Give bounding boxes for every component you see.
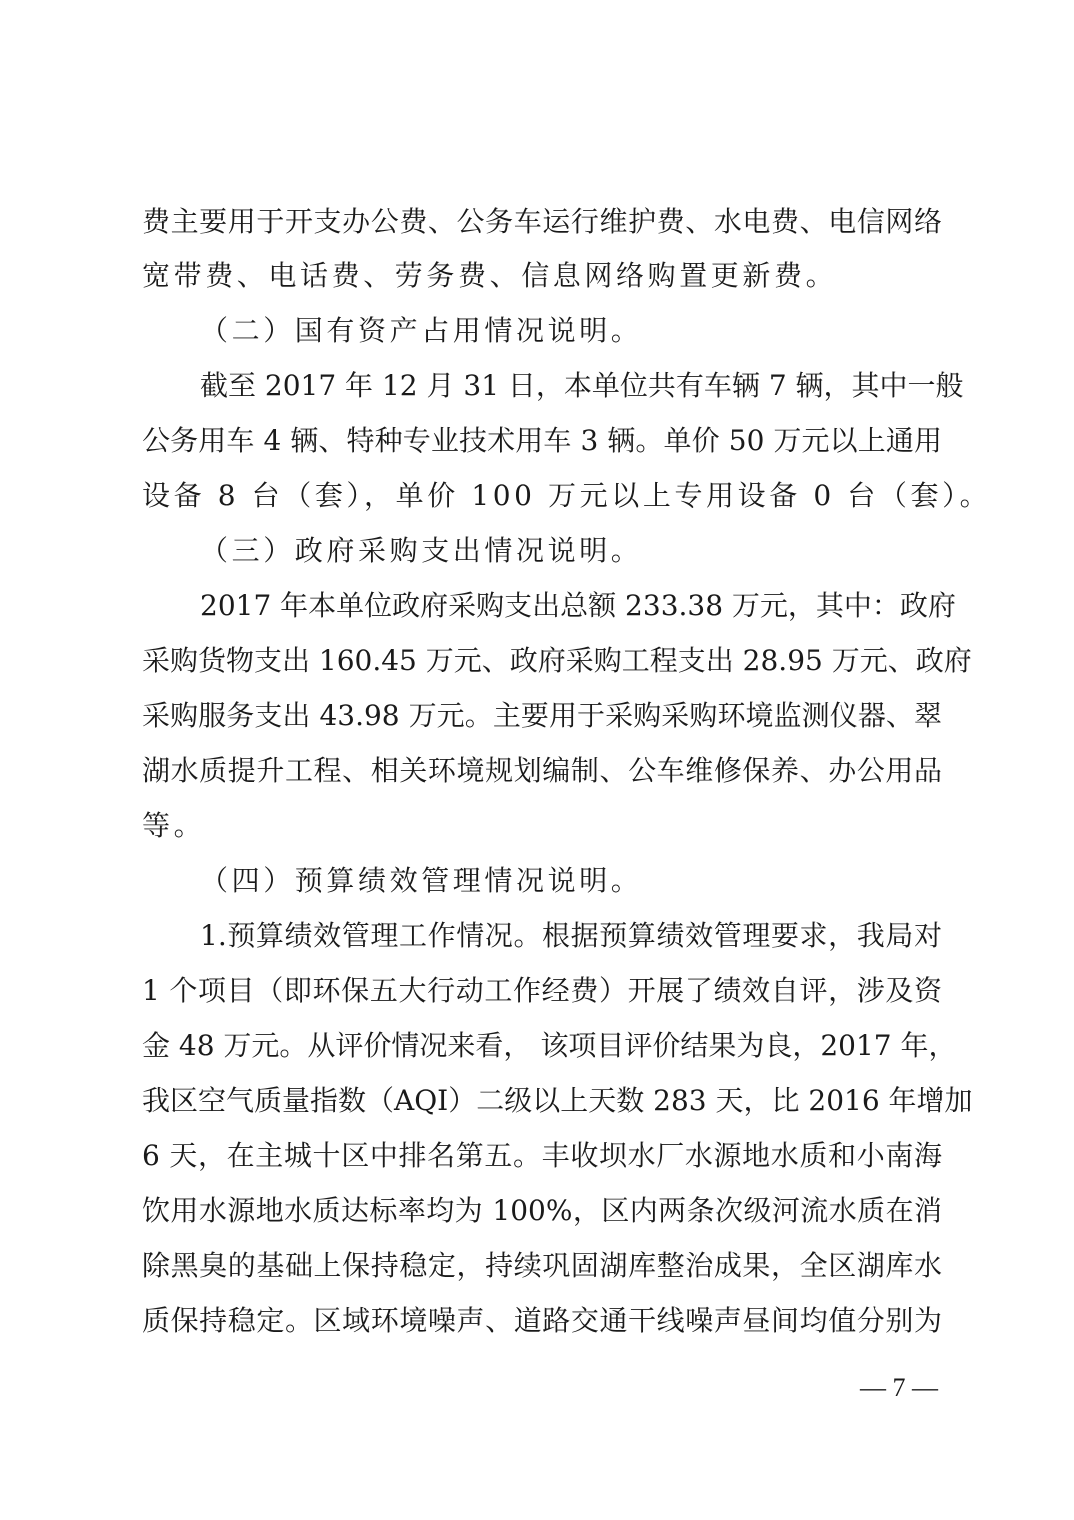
- body-text-line: 饮用水源地水质达标率均为 100%，区内两条次级河流水质在消: [142, 1194, 942, 1227]
- body-text-line: 1.预算绩效管理工作情况。根据预算绩效管理要求，我局对: [200, 919, 942, 952]
- body-text-line: 除黑臭的基础上保持稳定，持续巩固湖库整治成果，全区湖库水: [142, 1249, 942, 1282]
- body-text-line: 费主要用于开支办公费、公务车运行维护费、水电费、电信网络: [142, 205, 942, 238]
- section-heading: （三）政府采购支出情况说明。: [200, 534, 643, 567]
- body-text-line: 2017 年本单位政府采购支出总额 233.38 万元，其中：政府: [200, 589, 956, 622]
- body-text-line: 我区空气质量指数（AQI）二级以上天数 283 天，比 2016 年增加: [142, 1084, 973, 1117]
- body-text-line: 等。: [142, 809, 206, 842]
- section-heading: （二）国有资产占用情况说明。: [200, 314, 643, 347]
- body-text-line: 金 48 万元。从评价情况来看， 该项目评价结果为良，2017 年，: [142, 1029, 957, 1062]
- body-text-line: 截至 2017 年 12 月 31 日，本单位共有车辆 7 辆，其中一般: [200, 369, 964, 402]
- body-text-line: 设备 8 台（套），单价 100 万元以上专用设备 0 台（套）。: [142, 479, 992, 512]
- page-number: — 7 —: [860, 1373, 938, 1402]
- body-text-line: 6 天，在主城十区中排名第五。丰收坝水厂水源地水质和小南海: [142, 1139, 942, 1172]
- body-text-line: 湖水质提升工程、相关环境规划编制、公车维修保养、办公用品: [142, 754, 942, 787]
- section-heading: （四）预算绩效管理情况说明。: [200, 864, 643, 897]
- body-text-line: 宽带费、电话费、劳务费、信息网络购置更新费。: [142, 259, 838, 292]
- body-text-line: 采购服务支出 43.98 万元。主要用于采购采购环境监测仪器、翠: [142, 699, 942, 732]
- body-text-line: 1 个项目（即环保五大行动工作经费）开展了绩效自评，涉及资: [142, 974, 942, 1007]
- body-text-line: 质保持稳定。区域环境噪声、道路交通干线噪声昼间均值分别为: [142, 1304, 942, 1337]
- body-text-line: 公务用车 4 辆、特种专业技术用车 3 辆。单价 50 万元以上通用: [142, 424, 942, 457]
- body-text-line: 采购货物支出 160.45 万元、政府采购工程支出 28.95 万元、政府: [142, 644, 972, 677]
